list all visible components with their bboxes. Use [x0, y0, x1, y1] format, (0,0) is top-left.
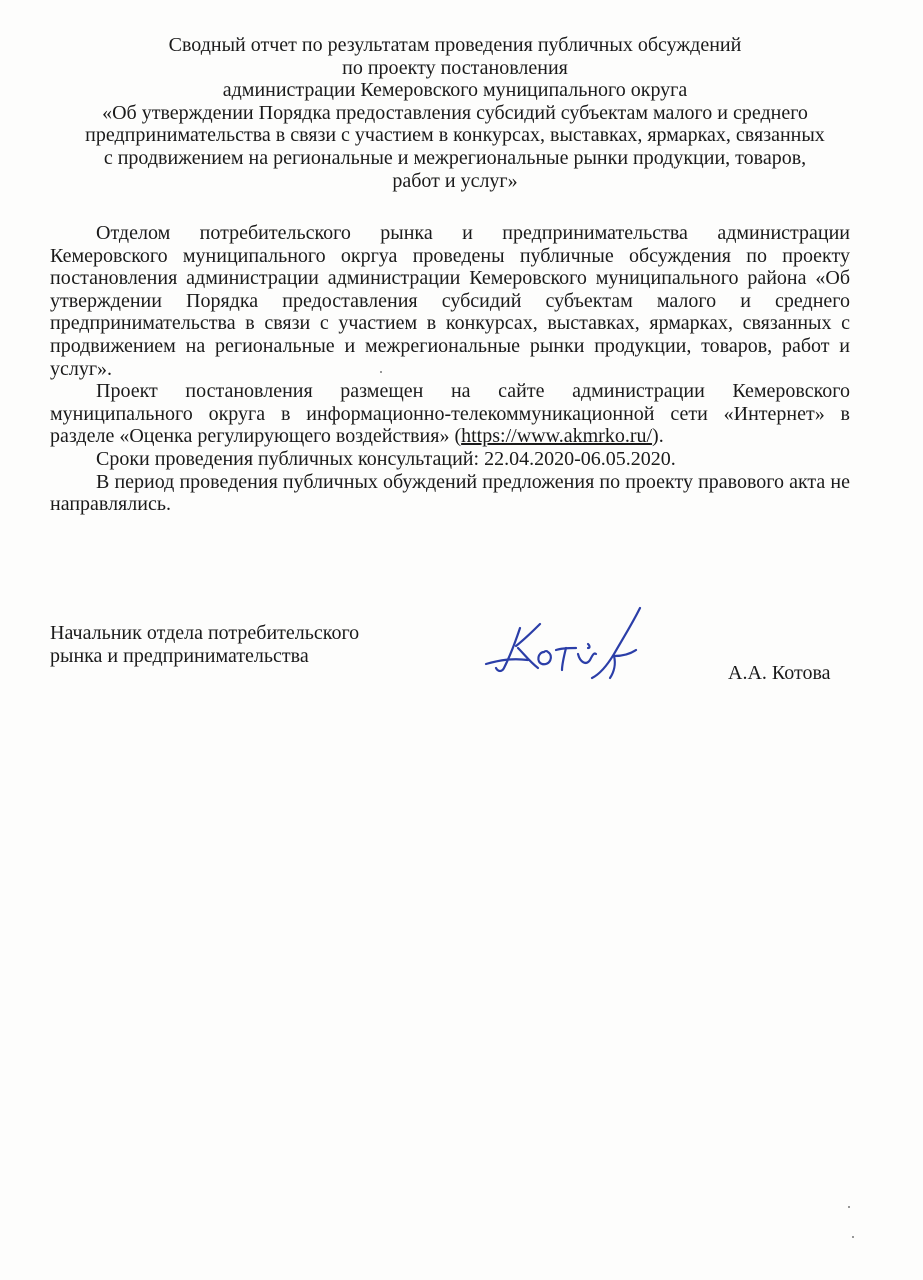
paragraph-discussion: Отделом потребительского рынка и предпринимательства администрации Кемеровского муниципального окргуа проведены публичные обсуждения по проекту постановления администрации администрации Кемеровского муниципального района «Об утверждении Порядка предоставления субсидий субъектам малого и среднего предпринимательства в связи с участием в конкурсах, выставках, ярмарках, связанных с продвижением на региональные и межрегиональные рынки продукции, товаров, работ и услуг». — [50, 222, 850, 380]
signer-name: А.А. Котова — [728, 662, 831, 684]
paragraph-dates: Сроки проведения публичных консультаций: 22.04.2020-06.05.2020. — [96, 447, 676, 470]
title-line: Сводный отчет по результатам проведения публичных обсуждений — [168, 34, 742, 56]
document-title — [55, 34, 855, 192]
document-body — [50, 222, 850, 516]
signer-role-line: рынка и предпринимательства — [50, 644, 309, 667]
title-line: администрации Кемеровского муниципального округа — [222, 79, 688, 102]
title-line: по проекту постановления — [342, 56, 568, 79]
website-link[interactable]: https://www.akmrko.ru/ — [461, 425, 653, 448]
paragraph-result: В период проведения публичных обуждений предложения по проекту правового акта не направлялись. — [50, 470, 850, 516]
title-line: предпринимательства в связи с участием в конкурсах, выставках, ярмарках, связанных — [85, 124, 825, 147]
paragraph-publication — [50, 380, 850, 448]
signer-role — [50, 622, 359, 667]
publication-text: Проект постановления размещен на сайте администрации Кемеровского муниципального округа в информационно-телекоммуникационной сети «Интернет» в разделе «Оценка регулирующего воздействия» ( — [50, 380, 850, 448]
title-line: работ и услуг» — [392, 169, 518, 192]
publication-text-end: ). — [652, 425, 664, 448]
title-line: «Об утверждении Порядка предоставления субсидий субъектам малого и среднего — [102, 101, 808, 124]
scan-speck — [380, 371, 382, 373]
signer-role-line: Начальник отдела потребительского — [50, 622, 360, 644]
handwritten-signature — [482, 600, 652, 690]
scan-speck — [848, 1206, 850, 1208]
title-line: с продвижением на региональные и межрегиональные рынки продукции, товаров, — [103, 146, 807, 169]
scan-speck — [852, 1236, 854, 1238]
